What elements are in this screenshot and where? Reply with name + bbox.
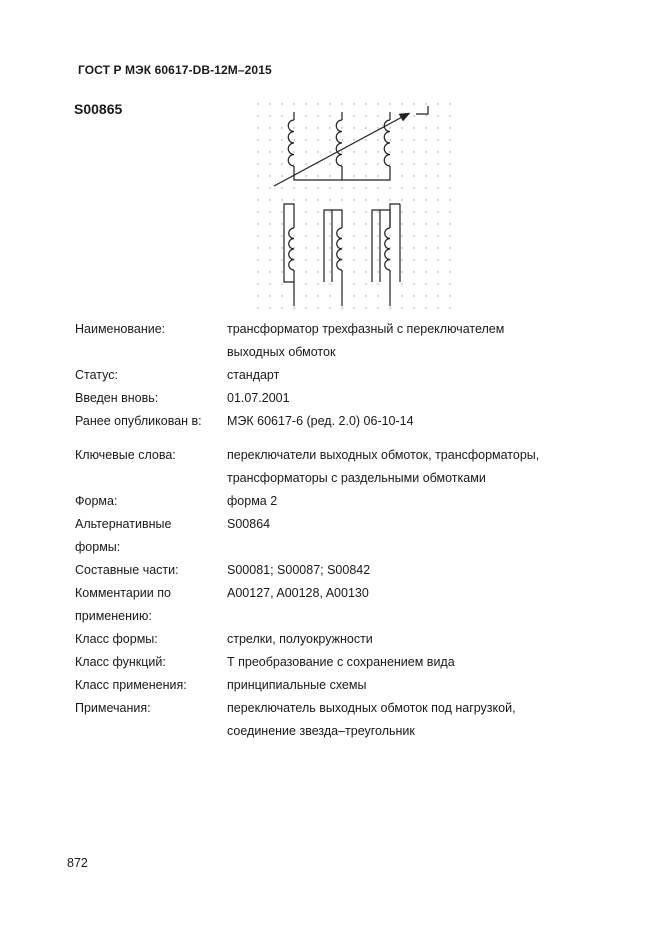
property-value [227,697,595,743]
windings [288,120,390,270]
winding-coil [384,120,390,166]
property-row [75,697,595,743]
property-label: Статус: [75,368,118,382]
property-row [75,490,595,513]
property-value-line: переключатели выходных обмоток, трансформаторы, [227,448,540,462]
property-row [75,387,595,410]
property-value [227,651,595,674]
property-label-line: формы: [75,540,121,554]
winding-connections [284,112,400,306]
property-value [227,410,595,433]
property-row [75,410,595,433]
property-label [75,513,227,559]
property-value [227,513,595,559]
property-row [75,628,595,651]
property-row [75,444,595,490]
tap-changer-arrow [274,106,428,186]
property-label: Введен вновь: [75,391,159,405]
property-value-line: A00127, A00128, A00130 [227,586,369,600]
property-row [75,559,595,582]
property-value-line: соединение звезда–треугольник [227,724,415,738]
property-value-line: трансформаторы с раздельными обмотками [227,471,486,485]
property-row [75,318,595,364]
property-label: Класс формы: [75,632,158,646]
property-value [227,582,595,628]
property-value [227,444,595,490]
property-value-line: S00864 [227,517,271,531]
transformer-symbol-diagram [252,100,452,312]
symbol-properties [75,318,595,743]
property-value [227,387,595,410]
property-row [75,674,595,697]
property-row [75,651,595,674]
property-value-line: стрелки, полуокружности [227,632,373,646]
property-label [75,582,227,628]
symbol-code: S00865 [74,101,123,117]
property-value-line: стандарт [227,368,280,382]
property-label: Ранее опубликован в: [75,414,202,428]
winding-coil [289,228,294,270]
property-value-line: переключатель выходных обмоток под нагрузкой, [227,701,516,715]
property-label: Форма: [75,494,118,508]
property-value [227,628,595,651]
property-label-line: Комментарии по [75,586,171,600]
winding-coil [337,228,342,270]
property-label-line: применению: [75,609,152,623]
property-value [227,674,595,697]
winding-coil [385,228,390,270]
property-value-line: S00081; S00087; S00842 [227,563,371,577]
property-value [227,559,595,582]
winding-coil [336,120,342,166]
property-value-line: выходных обмоток [227,345,336,359]
property-value-line: Т преобразование с сохранением вида [227,655,455,669]
property-label: Наименование: [75,322,166,336]
property-label-line: Альтернативные [75,517,172,531]
property-value-line: МЭК 60617-6 (ред. 2.0) 06-10-14 [227,414,414,428]
document-header: ГОСТ Р МЭК 60617-DB-12M–2015 [78,63,272,77]
property-value [227,490,595,513]
property-label: Примечания: [75,701,151,715]
property-row [75,582,595,628]
property-value-line: трансформатор трехфазный с переключателем [227,322,505,336]
dot-grid [257,103,450,308]
property-row [75,364,595,387]
property-value [227,318,595,364]
property-label: Класс функций: [75,655,166,669]
page-number: 872 [67,856,88,870]
property-value [227,364,595,387]
winding-coil [288,120,294,166]
property-label: Класс применения: [75,678,187,692]
property-row [75,513,595,559]
property-value-line: форма 2 [227,494,278,508]
property-label: Составные части: [75,563,179,577]
property-value-line: 01.07.2001 [227,391,290,405]
property-label: Ключевые слова: [75,448,176,462]
property-value-line: принципиальные схемы [227,678,367,692]
